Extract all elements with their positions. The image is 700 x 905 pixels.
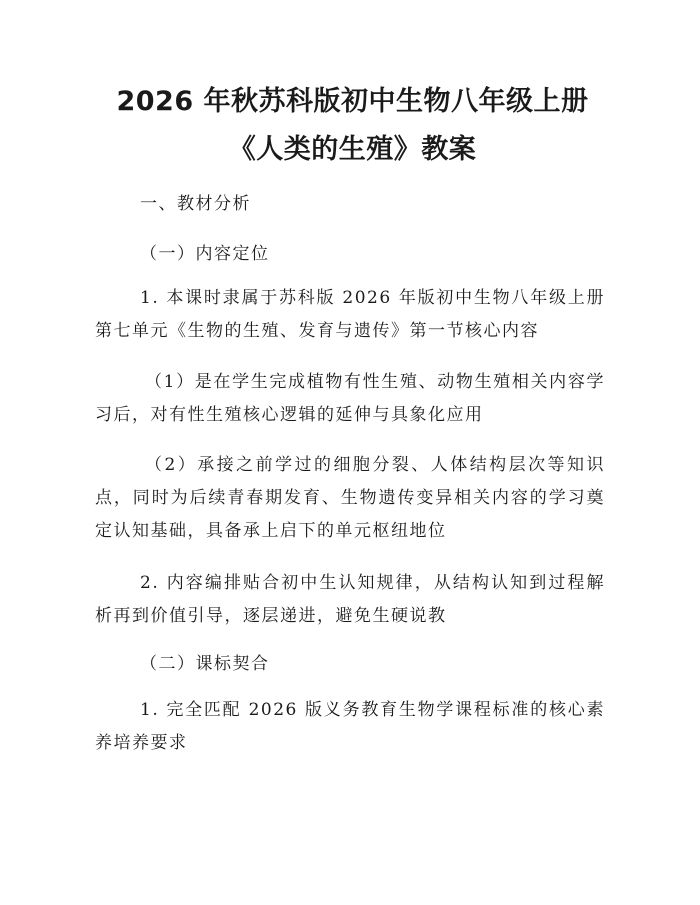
paragraph-content-arrangement: 2. 内容编排贴合初中生认知规律，从结构认知到过程解析再到价值引导，逐层递进，避免生硬说教 [95,573,605,626]
subsection-heading-content-positioning: （一）内容定位 [140,244,270,264]
paragraph-point-1: （1）是在学生完成植物有性生殖、动物生殖相关内容学习后，对有性生殖核心逻辑的延伸与具象化应用 [95,372,605,425]
paragraph-lesson-unit: 1. 本课时隶属于苏科版 2026 年版初中生物八年级上册第七单元《生物的生殖、发育与遗传》第一节核心内容 [95,288,605,341]
paragraph-point-2: （2）承接之前学过的细胞分裂、人体结构层次等知识点，同时为后续青春期发育、生物遗传变异相关内容的学习奠定认知基础，具备承上启下的单元枢纽地位 [95,455,605,541]
section-heading-teaching-material-analysis: 一、教材分析 [140,194,251,214]
subsection-heading-curriculum-alignment: （二）课标契合 [140,654,270,674]
paragraph-curriculum-match: 1. 完全匹配 2026 版义务教育生物学课程标准的核心素养培养要求 [95,700,605,753]
document-title: 2026 年秋苏科版初中生物八年级上册《人类的生殖》教案 [116,86,589,165]
